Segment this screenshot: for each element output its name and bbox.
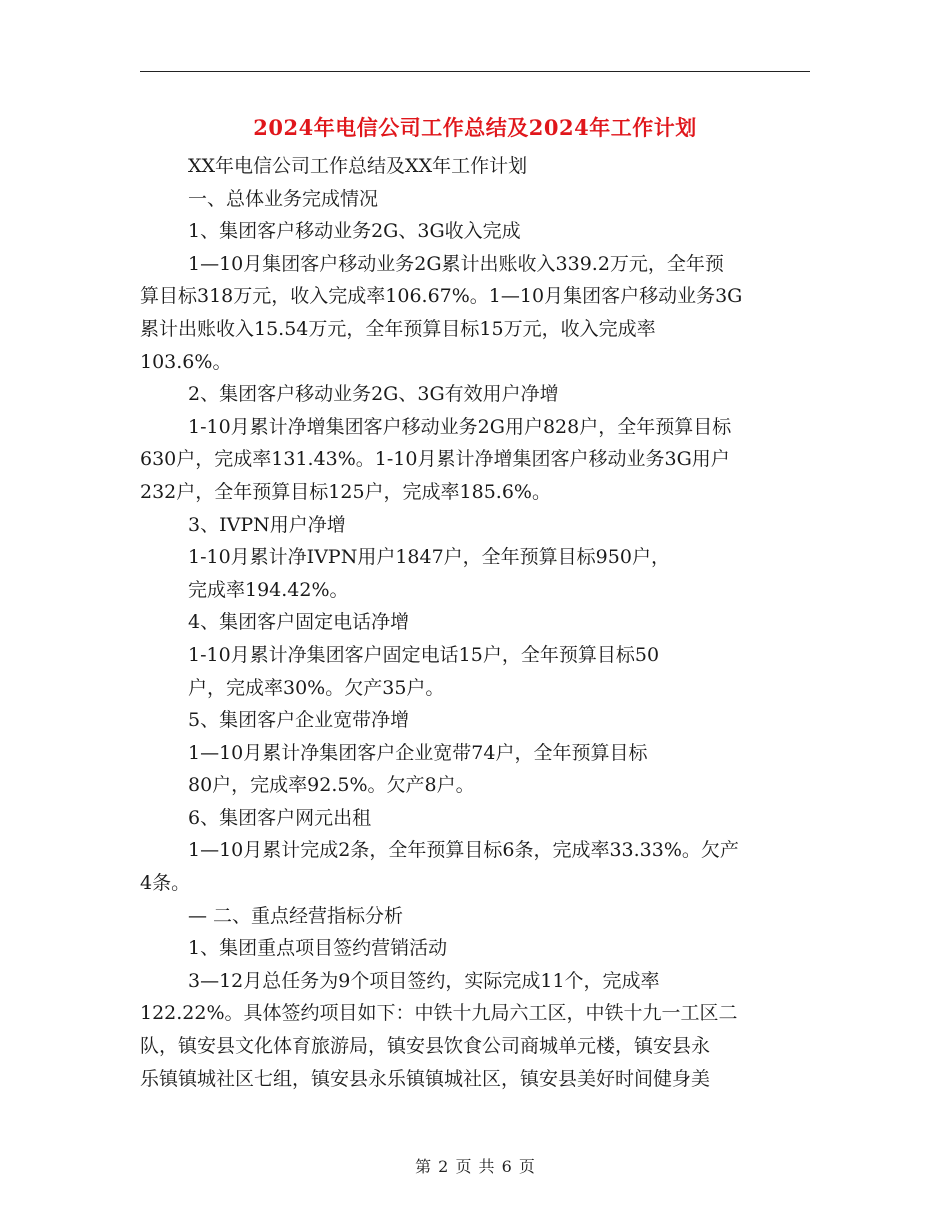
- text-line: 1、集团重点项目签约营销活动: [188, 937, 448, 960]
- page-footer: 第 2 页 共 6 页: [415, 1157, 535, 1176]
- header-rule: [140, 71, 810, 72]
- text-line: 4条。: [140, 872, 191, 895]
- document-body: [140, 150, 815, 1095]
- text-line: 算目标318万元，收入完成率106.67%。1—10月集团客户移动业务3G: [140, 285, 743, 308]
- text-line: 一、总体业务完成情况: [188, 187, 379, 210]
- text-line: 122.22%。具体签约项目如下：中铁十九局六工区，中铁十九一工区二: [140, 1002, 738, 1025]
- text-line: 乐镇镇城社区七组，镇安县永乐镇镇城社区，镇安县美好时间健身美: [140, 1067, 711, 1090]
- text-line: 3、IVPN用户净增: [188, 513, 346, 536]
- text-line: 6、集团客户网元出租: [188, 806, 372, 829]
- text-line: 103.6%。: [140, 350, 232, 373]
- text-line: 1-10月累计净集团客户固定电话15户，全年预算目标50: [188, 643, 660, 666]
- text-line: — 二、重点经营指标分析: [188, 904, 404, 927]
- text-line: 1—10月集团客户移动业务2G累计出账收入339.2万元，全年预: [188, 252, 724, 275]
- text-line: 1—10月累计净集团客户企业宽带74户，全年预算目标: [188, 741, 648, 764]
- text-line: XX年电信公司工作总结及XX年工作计划: [188, 155, 528, 177]
- text-line: 4、集团客户固定电话净增: [188, 611, 410, 634]
- text-line: 1-10月累计净增集团客户移动业务2G用户828户，全年预算目标: [188, 415, 732, 438]
- text-line: 户，完成率30%。欠产35户。: [188, 676, 445, 699]
- text-line: 队，镇安县文化体育旅游局，镇安县饮食公司商城单元楼，镇安县永: [140, 1035, 711, 1058]
- text-line: 完成率194.42%。: [188, 578, 349, 601]
- text-line: 3—12月总任务为9个项目签约，实际完成11个，完成率: [188, 969, 660, 992]
- text-line: 累计出账收入15.54万元，全年预算目标15万元，收入完成率: [140, 317, 656, 340]
- text-line: 232户，全年预算目标125户，完成率185.6%。: [140, 480, 551, 503]
- text-line: 1—10月累计完成2条，全年预算目标6条，完成率33.33%。欠产: [188, 839, 739, 862]
- text-line: 1、集团客户移动业务2G、3G收入完成: [188, 220, 521, 243]
- text-line: 630户，完成率131.43%。1-10月累计净增集团客户移动业务3G用户: [140, 448, 730, 471]
- text-line: 2、集团客户移动业务2G、3G有效用户净增: [188, 383, 559, 406]
- text-line: 5、集团客户企业宽带净增: [188, 709, 410, 732]
- text-line: 1-10月累计净IVPN用户1847户，全年预算目标950户，: [188, 546, 670, 569]
- text-line: 80户，完成率92.5%。欠产8户。: [188, 774, 475, 797]
- document-title: 2024年电信公司工作总结及2024年工作计划: [253, 115, 697, 140]
